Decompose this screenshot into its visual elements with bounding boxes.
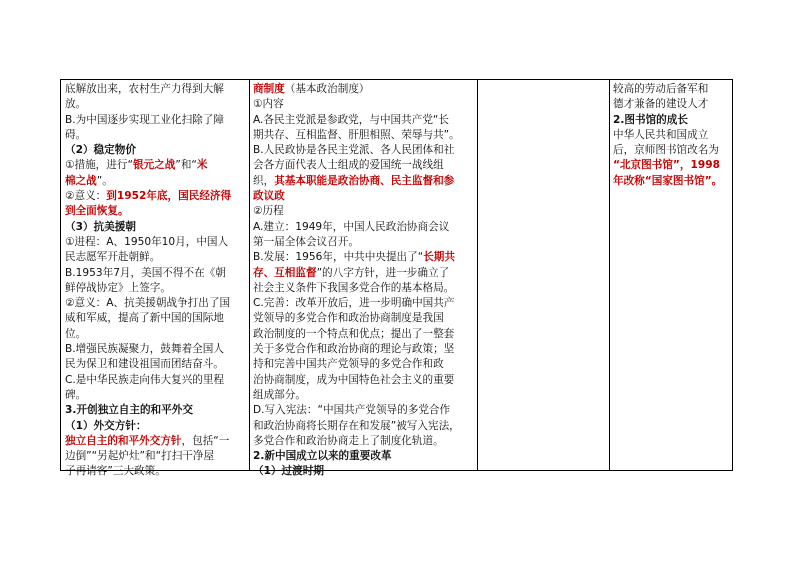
text-line: [253, 113, 460, 128]
text-line: [253, 403, 460, 418]
text-line: [65, 342, 231, 357]
text-line: [253, 342, 460, 357]
highlight-text: 独立自主的和平外交方针: [65, 434, 182, 447]
body-text: 会各方面代表人士组成的爱国统一战线组: [253, 159, 444, 172]
text-line: [253, 82, 460, 97]
text-line: [65, 235, 231, 250]
highlight-text: 长期共: [423, 251, 455, 264]
table-cell-politics-text: [253, 82, 460, 480]
body-text: 碑。: [65, 388, 87, 401]
text-line: [253, 464, 460, 479]
highlight-text: 其基本职能是政治协商、民主监督和参: [274, 174, 455, 187]
body-text: ①内容: [253, 98, 284, 111]
body-text: 民志愿军开赴朝鲜。: [65, 251, 161, 264]
column-divider: [249, 80, 250, 470]
body-text: 政治制度的一个特点和优点；提出了一整套: [253, 327, 455, 340]
highlight-text: 商制度: [253, 83, 285, 95]
text-line: [65, 174, 231, 189]
text-line: [65, 388, 231, 403]
text-line: [613, 143, 722, 158]
body-text: 中华人民共和国成立: [613, 128, 709, 141]
text-line: [65, 464, 231, 479]
heading-text: （1）过渡时期: [253, 465, 324, 478]
body-text: 社会主义条件下我国多党合作的基本格局。: [253, 281, 455, 294]
highlight-text: “北京图书馆”，1998: [613, 159, 720, 172]
text-line: [253, 189, 460, 204]
body-text: 第一届全体会议召开。: [253, 235, 359, 248]
text-line: [65, 189, 231, 204]
body-text: 持和完善中国共产党领导的多党合作和政: [253, 358, 444, 371]
body-text: 底解放出来，农村生产力得到大解: [65, 83, 224, 95]
body-text: ②意义：A、抗美援朝战争打出了国: [65, 297, 231, 310]
body-text: ①措施，进行“: [65, 159, 133, 172]
text-line: [65, 296, 231, 311]
body-text: 多党合作和政治协商走上了制度化轨道。: [253, 434, 444, 447]
body-text: B.为中国逐步实现工业化扫除了障: [65, 113, 224, 126]
text-line: [613, 174, 722, 189]
body-text: 民为保卫和建设祖国而团结奋斗。: [65, 358, 224, 371]
text-line: [253, 281, 460, 296]
heading-text: 2.新中国成立以来的重要改革: [253, 450, 392, 463]
text-line: [253, 250, 460, 265]
text-line: [65, 128, 231, 143]
body-text: ，包括“一: [181, 434, 230, 447]
body-text: A.建立：1949年，中国人民政治协商会议: [253, 220, 450, 233]
text-line: [65, 357, 231, 372]
text-line: [65, 158, 231, 173]
column-divider: [609, 80, 610, 470]
text-line: [65, 327, 231, 342]
body-text: ”的八字方针，进一步确立了: [316, 266, 450, 279]
body-text: 威和军威，提高了新中国的国际地: [65, 312, 224, 325]
body-text: ”。: [96, 174, 113, 187]
text-line: [65, 204, 231, 219]
body-text: C.完善：改革开放后，进一步明确中国共产: [253, 297, 455, 310]
table-cell-culture-text: [613, 82, 722, 189]
highlight-text: 银元之战: [132, 159, 176, 172]
body-text: ②历程: [253, 205, 284, 218]
text-line: [65, 266, 231, 281]
body-text: 织，: [253, 174, 275, 187]
body-text: 和政治协商将长期存在和发展”被写入宪法，: [253, 419, 460, 432]
text-line: [253, 204, 460, 219]
highlight-text: 到全面恢复。: [65, 205, 129, 218]
column-divider: [477, 80, 478, 470]
heading-text: （2）稳定物价: [65, 144, 136, 157]
text-line: [65, 403, 231, 418]
body-text: B.增强民族凝聚力，鼓舞着全国人: [65, 343, 224, 356]
text-line: [613, 113, 722, 128]
text-line: [613, 158, 722, 173]
heading-text: （3）抗美援朝: [65, 220, 136, 233]
text-line: [253, 373, 460, 388]
text-line: [253, 311, 460, 326]
body-text: B.发展：1956年，中共中央提出了“: [253, 251, 424, 264]
text-line: [253, 327, 460, 342]
text-line: [65, 434, 231, 449]
body-text: B.人民政协是各民主党派、各人民团体和社: [253, 144, 455, 157]
text-line: [65, 143, 231, 158]
body-text: 鲜停战协定》上签字。: [65, 281, 171, 294]
body-text: 德才兼备的建设人才: [613, 98, 709, 111]
text-line: [65, 113, 231, 128]
highlight-text: 棉之战: [65, 174, 97, 187]
body-text: B.1953年7月，美国不得不在《朝: [65, 266, 226, 279]
highlight-text: 存、互相监督: [253, 266, 317, 279]
text-line: [65, 373, 231, 388]
table-cell-history-text: [65, 82, 231, 480]
text-line: [65, 220, 231, 235]
body-text: 碍。: [65, 128, 87, 141]
text-line: [65, 449, 231, 464]
content-table: [60, 79, 733, 478]
body-text: 位。: [65, 327, 87, 340]
highlight-text: 年改称“国家图书馆”。: [613, 174, 723, 187]
body-text: （基本政治制度）: [284, 83, 370, 95]
text-line: [253, 128, 460, 143]
body-text: 组成部分。: [253, 388, 306, 401]
body-text: 治协商制度，成为中国特色社会主义的重要: [253, 373, 455, 386]
text-line: [65, 281, 231, 296]
text-line: [613, 128, 722, 143]
body-text: ②意义：: [65, 190, 107, 203]
text-line: [253, 296, 460, 311]
body-text: A.各民主党派是参政党，与中国共产党“长: [253, 113, 450, 126]
highlight-text: 米: [196, 159, 208, 172]
text-line: [253, 434, 460, 449]
text-line: [65, 97, 231, 112]
text-line: [65, 82, 231, 97]
text-line: [253, 174, 460, 189]
text-line: [253, 143, 460, 158]
highlight-text: 到1952年底，国民经济得: [106, 190, 232, 203]
text-line: [65, 250, 231, 265]
text-line: [253, 449, 460, 464]
text-line: [253, 235, 460, 250]
body-text: C.是中华民族走向伟大复兴的里程: [65, 373, 225, 386]
heading-text: 2.图书馆的成长: [613, 113, 688, 126]
body-text: 期共存、互相监督、肝胆相照、荣辱与共”。: [253, 128, 460, 141]
body-text: ”和“: [175, 159, 197, 172]
text-line: [253, 158, 460, 173]
text-line: [253, 266, 460, 281]
text-line: [253, 357, 460, 372]
text-line: [253, 388, 460, 403]
body-text: D.写入宪法：“中国共产党领导的多党合作: [253, 404, 451, 417]
text-line: [613, 97, 722, 112]
body-text: ①进程：A、1950年10月，中国人: [65, 235, 229, 248]
text-line: [65, 311, 231, 326]
body-text: 子再请客”三大政策。: [65, 465, 166, 478]
body-text: 关于多党合作和政治协商的理论与政策；坚: [253, 343, 455, 356]
heading-text: （1）外交方针：: [65, 419, 147, 432]
body-text: 后，京师图书馆改名为: [613, 144, 719, 157]
body-text: 放。: [65, 98, 87, 111]
body-text: 边倒”“另起炉灶”和“打扫干净屋: [65, 450, 215, 463]
text-line: [65, 419, 231, 434]
body-text: 较高的劳动后备军和: [613, 83, 709, 95]
body-text: 党领导的多党合作和政治协商制度是我国: [253, 312, 444, 325]
text-line: [253, 220, 460, 235]
text-line: [253, 97, 460, 112]
text-line: [613, 82, 722, 97]
heading-text: 3.开创独立自主的和平外交: [65, 404, 193, 417]
text-line: [253, 419, 460, 434]
highlight-text: 政议政: [253, 190, 285, 203]
